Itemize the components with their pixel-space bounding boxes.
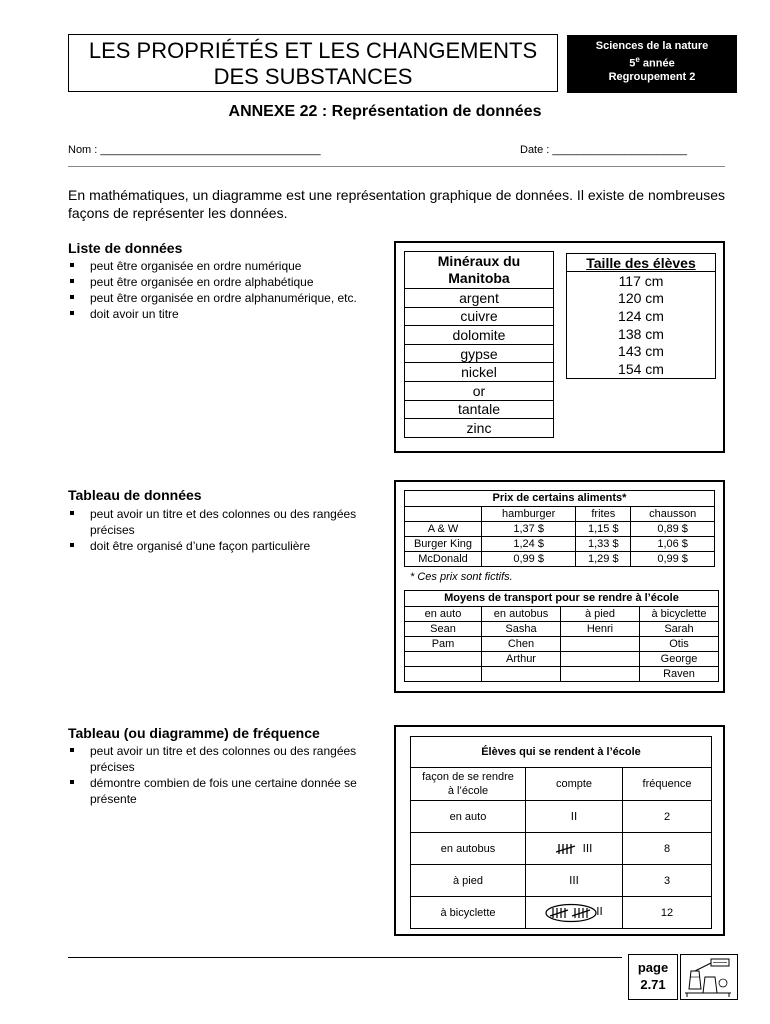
table-row: 124 cm	[567, 307, 716, 325]
frequence-example-panel	[394, 725, 725, 936]
tally-marks: II	[570, 810, 578, 823]
minerals-title	[405, 252, 554, 289]
table-cell	[561, 652, 640, 667]
grade-suffix: e	[635, 55, 640, 64]
list-item: démontre combien de fois une certaine donnée se présente	[68, 775, 393, 807]
minerals-table	[404, 251, 554, 438]
list-item: doit être organisé d’une façon particulière	[68, 538, 393, 554]
table-cell: 1,37 $	[482, 522, 576, 537]
column-header: hamburger	[482, 507, 576, 522]
table-row: nickel	[405, 363, 554, 382]
date-field[interactable]: Date : ______________________	[520, 144, 687, 156]
table-cell: Sasha	[482, 622, 561, 637]
course-group: Regroupement 2	[608, 70, 696, 83]
frequence-title: Tableau (ou diagramme) de fréquence	[68, 725, 320, 741]
heights-table	[566, 253, 716, 379]
table-cell	[482, 667, 561, 682]
frequence-section	[68, 725, 393, 807]
table-cell: 3	[623, 865, 712, 897]
table-cell: Arthur	[482, 652, 561, 667]
table-row: cuivre	[405, 307, 554, 326]
frequence-bullets	[68, 743, 393, 807]
frequency-table	[410, 736, 712, 929]
tableau-section	[68, 487, 393, 554]
table-cell: George	[640, 652, 719, 667]
prices-title: Prix de certains aliments*	[405, 491, 715, 507]
table-row: 117 cm	[567, 272, 716, 290]
grade-number: 5	[629, 57, 636, 70]
tally-cell	[526, 801, 623, 833]
liste-example-panel	[394, 241, 725, 453]
table-cell: 8	[623, 833, 712, 865]
frequency-title: Élèves qui se rendent à l’école	[411, 737, 712, 768]
minerals-title-line-1: Minéraux du	[437, 253, 521, 269]
tally-cell	[526, 865, 623, 897]
table-cell: à pied	[411, 865, 526, 897]
tally-circled-bundles-icon	[545, 903, 597, 923]
column-header: frites	[576, 507, 631, 522]
table-cell: 1,06 $	[631, 537, 715, 552]
column-header-line-1: façon de se rendre	[422, 771, 514, 783]
table-cell: 0,99 $	[482, 552, 576, 567]
table-row: 138 cm	[567, 325, 716, 343]
table-row: 154 cm	[567, 360, 716, 378]
column-header: fréquence	[623, 768, 712, 801]
table-row: gypse	[405, 344, 554, 363]
column-header: à bicyclette	[640, 607, 719, 622]
tally-bundle-icon	[556, 843, 580, 855]
table-cell: 2	[623, 801, 712, 833]
page-number-box	[628, 954, 678, 1000]
table-cell	[561, 667, 640, 682]
table-cell: 1,29 $	[576, 552, 631, 567]
tableau-bullets	[68, 506, 393, 554]
tableau-example-panel	[394, 480, 725, 693]
list-item: peut être organisée en ordre alphabétique	[68, 274, 393, 290]
tableau-title: Tableau de données	[68, 487, 202, 503]
annexe-title: ANNEXE 22 : Représentation de données	[228, 103, 542, 120]
table-row: zinc	[405, 419, 554, 438]
table-cell: 12	[623, 897, 712, 929]
table-cell: en autobus	[411, 833, 526, 865]
course-grade	[567, 53, 737, 71]
table-cell: Sean	[405, 622, 482, 637]
table-cell: 1,15 $	[576, 522, 631, 537]
row-label: Burger King	[405, 537, 482, 552]
column-header: à pied	[561, 607, 640, 622]
table-cell: Raven	[640, 667, 719, 682]
column-header-line-2: à l’école	[447, 785, 489, 797]
liste-title: Liste de données	[68, 240, 183, 256]
name-field[interactable]: Nom : ____________________________________	[68, 144, 321, 156]
title-line-1: LES PROPRIÉTÉS ET LES CHANGEMENTS	[88, 38, 538, 63]
header-divider	[68, 166, 725, 167]
intro-paragraph: En mathématiques, un diagramme est une représentation graphique de données. Il existe de nombreuses façons de représenter les données.	[68, 187, 725, 221]
tally-cell	[526, 833, 623, 865]
footer-divider	[68, 957, 622, 958]
table-cell	[405, 667, 482, 682]
table-row: argent	[405, 289, 554, 308]
table-cell: 1,33 $	[576, 537, 631, 552]
tally-marks: II	[596, 905, 603, 919]
column-header	[411, 768, 526, 801]
table-cell	[561, 637, 640, 652]
table-cell	[405, 652, 482, 667]
lab-equipment-drawing	[681, 955, 736, 998]
table-cell: Chen	[482, 637, 561, 652]
table-cell: Henri	[561, 622, 640, 637]
prices-corner	[405, 507, 482, 522]
table-row: or	[405, 381, 554, 400]
tally-marks: III	[569, 874, 579, 887]
table-cell: Sarah	[640, 622, 719, 637]
grade-word: année	[642, 57, 675, 70]
column-header: en auto	[405, 607, 482, 622]
heights-title: Taille des élèves	[567, 254, 716, 272]
table-cell: 1,24 $	[482, 537, 576, 552]
list-item: doit avoir un titre	[68, 306, 393, 322]
table-cell: Pam	[405, 637, 482, 652]
list-item: peut être organisée en ordre alphanumérique, etc.	[68, 290, 393, 306]
minerals-title-line-2: Manitoba	[448, 270, 510, 286]
table-cell: 0,99 $	[631, 552, 715, 567]
page-number: 2.71	[640, 977, 666, 992]
list-item: peut être organisée en ordre numérique	[68, 258, 393, 274]
course-subject: Sciences de la nature	[595, 40, 709, 52]
table-cell: 0,89 $	[631, 522, 715, 537]
course-tag	[567, 35, 737, 93]
transport-title: Moyens de transport pour se rendre à l’école	[405, 591, 719, 607]
table-cell: à bicyclette	[411, 897, 526, 929]
column-header: en autobus	[482, 607, 561, 622]
row-label: McDonald	[405, 552, 482, 567]
table-cell: en auto	[411, 801, 526, 833]
table-row: dolomite	[405, 326, 554, 345]
prices-note: * Ces prix sont fictifs.	[410, 571, 513, 583]
document-title	[68, 34, 558, 92]
lab-equipment-icon	[680, 954, 738, 1000]
column-header: chausson	[631, 507, 715, 522]
row-label: A & W	[405, 522, 482, 537]
table-row: 143 cm	[567, 342, 716, 360]
table-row: 120 cm	[567, 290, 716, 308]
table-cell: Otis	[640, 637, 719, 652]
tally-marks: III	[582, 841, 593, 855]
list-item: peut avoir un titre et des colonnes ou des rangées précises	[68, 743, 393, 775]
page-label: page	[637, 960, 669, 975]
prices-table	[404, 490, 715, 567]
transport-table	[404, 590, 719, 682]
liste-bullets	[68, 258, 393, 322]
column-header: compte	[526, 768, 623, 801]
list-item: peut avoir un titre et des colonnes ou des rangées précises	[68, 506, 393, 538]
table-row: tantale	[405, 400, 554, 419]
liste-section	[68, 240, 393, 322]
tally-cell	[526, 897, 623, 929]
title-line-2: DES SUBSTANCES	[213, 64, 413, 89]
